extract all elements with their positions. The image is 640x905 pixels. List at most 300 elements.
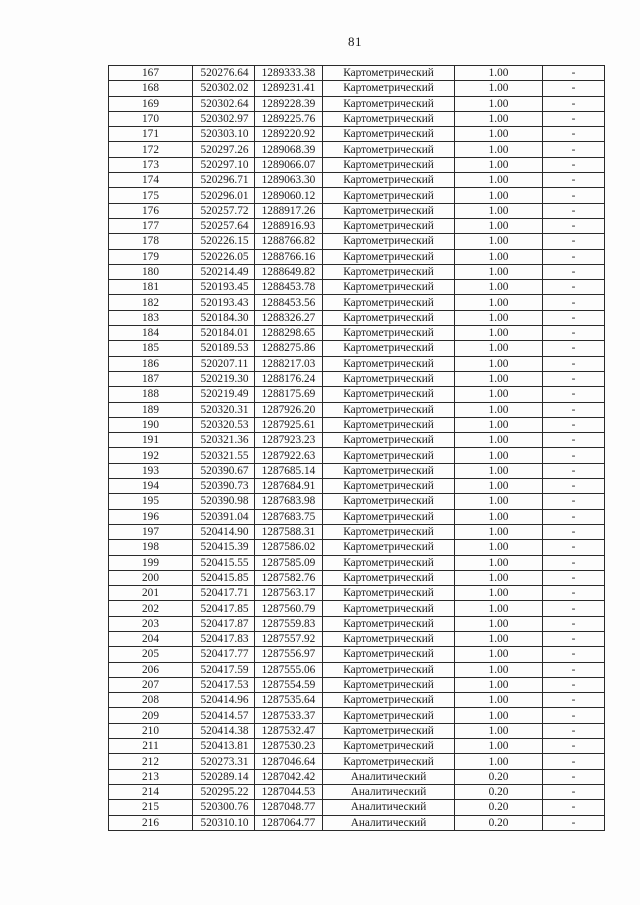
accuracy-cell: 1.00 (455, 616, 543, 631)
point-number-cell: 215 (109, 800, 193, 815)
note-cell: - (543, 310, 605, 325)
note-cell: - (543, 708, 605, 723)
method-cell: Картометрический (323, 631, 455, 646)
y-coordinate-cell: 1289231.41 (255, 81, 323, 96)
accuracy-cell: 1.00 (455, 264, 543, 279)
accuracy-cell: 1.00 (455, 586, 543, 601)
note-cell: - (543, 157, 605, 172)
accuracy-cell: 1.00 (455, 142, 543, 157)
x-coordinate-cell: 520207.11 (193, 356, 255, 371)
y-coordinate-cell: 1287923.23 (255, 433, 323, 448)
y-coordinate-cell: 1287064.77 (255, 815, 323, 830)
x-coordinate-cell: 520302.97 (193, 111, 255, 126)
x-coordinate-cell: 520321.55 (193, 448, 255, 463)
y-coordinate-cell: 1287683.75 (255, 509, 323, 524)
table-row (109, 111, 605, 126)
table-row (109, 249, 605, 264)
x-coordinate-cell: 520226.15 (193, 234, 255, 249)
method-cell: Картометрический (323, 570, 455, 585)
note-cell: - (543, 524, 605, 539)
point-number-cell: 193 (109, 463, 193, 478)
method-cell: Картометрический (323, 402, 455, 417)
accuracy-cell: 1.00 (455, 479, 543, 494)
table-row (109, 341, 605, 356)
accuracy-cell: 1.00 (455, 662, 543, 677)
method-cell: Картометрический (323, 479, 455, 494)
y-coordinate-cell: 1287560.79 (255, 601, 323, 616)
x-coordinate-cell: 520189.53 (193, 341, 255, 356)
accuracy-cell: 1.00 (455, 234, 543, 249)
accuracy-cell: 1.00 (455, 66, 543, 81)
accuracy-cell: 1.00 (455, 356, 543, 371)
point-number-cell: 169 (109, 96, 193, 111)
method-cell: Картометрический (323, 708, 455, 723)
y-coordinate-cell: 1287582.76 (255, 570, 323, 585)
point-number-cell: 197 (109, 524, 193, 539)
x-coordinate-cell: 520289.14 (193, 769, 255, 784)
accuracy-cell: 1.00 (455, 417, 543, 432)
method-cell: Картометрический (323, 677, 455, 692)
note-cell: - (543, 616, 605, 631)
table-row (109, 433, 605, 448)
accuracy-cell: 0.20 (455, 815, 543, 830)
point-number-cell: 212 (109, 754, 193, 769)
accuracy-cell: 1.00 (455, 173, 543, 188)
point-number-cell: 175 (109, 188, 193, 203)
table-row (109, 66, 605, 81)
note-cell: - (543, 249, 605, 264)
method-cell: Картометрический (323, 203, 455, 218)
point-number-cell: 201 (109, 586, 193, 601)
table-row (109, 81, 605, 96)
method-cell: Картометрический (323, 494, 455, 509)
accuracy-cell: 1.00 (455, 448, 543, 463)
point-number-cell: 187 (109, 371, 193, 386)
method-cell: Картометрический (323, 81, 455, 96)
y-coordinate-cell: 1289220.92 (255, 127, 323, 142)
table-row (109, 509, 605, 524)
page-number: 81 (348, 34, 362, 49)
accuracy-cell: 1.00 (455, 371, 543, 386)
y-coordinate-cell: 1287557.92 (255, 631, 323, 646)
accuracy-cell: 1.00 (455, 677, 543, 692)
point-number-cell: 199 (109, 555, 193, 570)
y-coordinate-cell: 1287532.47 (255, 723, 323, 738)
x-coordinate-cell: 520321.36 (193, 433, 255, 448)
note-cell: - (543, 218, 605, 233)
accuracy-cell: 0.20 (455, 769, 543, 784)
note-cell: - (543, 739, 605, 754)
y-coordinate-cell: 1287530.23 (255, 739, 323, 754)
point-number-cell: 174 (109, 173, 193, 188)
x-coordinate-cell: 520226.05 (193, 249, 255, 264)
table-row (109, 218, 605, 233)
point-number-cell: 207 (109, 677, 193, 692)
note-cell: - (543, 723, 605, 738)
accuracy-cell: 1.00 (455, 188, 543, 203)
table-row (109, 693, 605, 708)
accuracy-cell: 1.00 (455, 81, 543, 96)
accuracy-cell: 1.00 (455, 647, 543, 662)
method-cell: Картометрический (323, 142, 455, 157)
y-coordinate-cell: 1287563.17 (255, 586, 323, 601)
y-coordinate-cell: 1287044.53 (255, 784, 323, 799)
x-coordinate-cell: 520417.59 (193, 662, 255, 677)
note-cell: - (543, 448, 605, 463)
point-number-cell: 184 (109, 326, 193, 341)
note-cell: - (543, 494, 605, 509)
y-coordinate-cell: 1287585.09 (255, 555, 323, 570)
point-number-cell: 190 (109, 417, 193, 432)
x-coordinate-cell: 520297.10 (193, 157, 255, 172)
method-cell: Картометрический (323, 417, 455, 432)
point-number-cell: 195 (109, 494, 193, 509)
accuracy-cell: 0.20 (455, 800, 543, 815)
accuracy-cell: 1.00 (455, 739, 543, 754)
table-row (109, 479, 605, 494)
point-number-cell: 211 (109, 739, 193, 754)
point-number-cell: 183 (109, 310, 193, 325)
method-cell: Картометрический (323, 234, 455, 249)
y-coordinate-cell: 1287533.37 (255, 708, 323, 723)
table-row (109, 723, 605, 738)
y-coordinate-cell: 1287685.14 (255, 463, 323, 478)
point-number-cell: 203 (109, 616, 193, 631)
accuracy-cell: 1.00 (455, 280, 543, 295)
note-cell: - (543, 417, 605, 432)
x-coordinate-cell: 520415.55 (193, 555, 255, 570)
method-cell: Картометрический (323, 111, 455, 126)
point-number-cell: 178 (109, 234, 193, 249)
method-cell: Картометрический (323, 739, 455, 754)
x-coordinate-cell: 520302.64 (193, 96, 255, 111)
note-cell: - (543, 509, 605, 524)
x-coordinate-cell: 520415.39 (193, 540, 255, 555)
y-coordinate-cell: 1288176.24 (255, 371, 323, 386)
y-coordinate-cell: 1287048.77 (255, 800, 323, 815)
accuracy-cell: 1.00 (455, 509, 543, 524)
x-coordinate-cell: 520414.57 (193, 708, 255, 723)
y-coordinate-cell: 1287554.59 (255, 677, 323, 692)
note-cell: - (543, 479, 605, 494)
y-coordinate-cell: 1287588.31 (255, 524, 323, 539)
method-cell: Картометрический (323, 310, 455, 325)
accuracy-cell: 1.00 (455, 218, 543, 233)
method-cell: Картометрический (323, 448, 455, 463)
method-cell: Картометрический (323, 601, 455, 616)
note-cell: - (543, 341, 605, 356)
accuracy-cell: 1.00 (455, 111, 543, 126)
note-cell: - (543, 234, 605, 249)
note-cell: - (543, 264, 605, 279)
table-row (109, 295, 605, 310)
table-row (109, 647, 605, 662)
point-number-cell: 181 (109, 280, 193, 295)
table-row (109, 326, 605, 341)
x-coordinate-cell: 520390.98 (193, 494, 255, 509)
note-cell: - (543, 570, 605, 585)
point-number-cell: 196 (109, 509, 193, 524)
point-number-cell: 205 (109, 647, 193, 662)
note-cell: - (543, 677, 605, 692)
y-coordinate-cell: 1288453.78 (255, 280, 323, 295)
method-cell: Картометрический (323, 616, 455, 631)
x-coordinate-cell: 520257.72 (193, 203, 255, 218)
accuracy-cell: 1.00 (455, 463, 543, 478)
note-cell: - (543, 815, 605, 830)
accuracy-cell: 1.00 (455, 693, 543, 708)
accuracy-cell: 1.00 (455, 249, 543, 264)
method-cell: Картометрический (323, 371, 455, 386)
note-cell: - (543, 402, 605, 417)
table-row (109, 769, 605, 784)
x-coordinate-cell: 520184.30 (193, 310, 255, 325)
y-coordinate-cell: 1288766.16 (255, 249, 323, 264)
method-cell: Картометрический (323, 555, 455, 570)
point-number-cell: 182 (109, 295, 193, 310)
y-coordinate-cell: 1289333.38 (255, 66, 323, 81)
x-coordinate-cell: 520296.71 (193, 173, 255, 188)
accuracy-cell: 1.00 (455, 723, 543, 738)
accuracy-cell: 1.00 (455, 341, 543, 356)
table-row (109, 387, 605, 402)
method-cell: Картометрический (323, 66, 455, 81)
x-coordinate-cell: 520417.87 (193, 616, 255, 631)
table-row (109, 601, 605, 616)
note-cell: - (543, 754, 605, 769)
point-number-cell: 206 (109, 662, 193, 677)
table-row (109, 494, 605, 509)
y-coordinate-cell: 1287922.63 (255, 448, 323, 463)
table-row (109, 662, 605, 677)
method-cell: Картометрический (323, 96, 455, 111)
method-cell: Аналитический (323, 815, 455, 830)
x-coordinate-cell: 520303.10 (193, 127, 255, 142)
table-row (109, 203, 605, 218)
table-row (109, 356, 605, 371)
note-cell: - (543, 800, 605, 815)
y-coordinate-cell: 1288298.65 (255, 326, 323, 341)
table-row (109, 708, 605, 723)
accuracy-cell: 1.00 (455, 387, 543, 402)
method-cell: Картометрический (323, 326, 455, 341)
x-coordinate-cell: 520297.26 (193, 142, 255, 157)
accuracy-cell: 1.00 (455, 708, 543, 723)
table-row (109, 371, 605, 386)
method-cell: Картометрический (323, 723, 455, 738)
note-cell: - (543, 647, 605, 662)
accuracy-cell: 1.00 (455, 524, 543, 539)
y-coordinate-cell: 1288916.93 (255, 218, 323, 233)
note-cell: - (543, 96, 605, 111)
y-coordinate-cell: 1288917.26 (255, 203, 323, 218)
y-coordinate-cell: 1288175.69 (255, 387, 323, 402)
table-row (109, 463, 605, 478)
x-coordinate-cell: 520391.04 (193, 509, 255, 524)
method-cell: Картометрический (323, 356, 455, 371)
x-coordinate-cell: 520193.43 (193, 295, 255, 310)
x-coordinate-cell: 520417.85 (193, 601, 255, 616)
point-number-cell: 172 (109, 142, 193, 157)
note-cell: - (543, 662, 605, 677)
accuracy-cell: 1.00 (455, 555, 543, 570)
note-cell: - (543, 463, 605, 478)
y-coordinate-cell: 1288453.56 (255, 295, 323, 310)
point-number-cell: 200 (109, 570, 193, 585)
x-coordinate-cell: 520320.53 (193, 417, 255, 432)
method-cell: Картометрический (323, 662, 455, 677)
table-row (109, 234, 605, 249)
y-coordinate-cell: 1289063.30 (255, 173, 323, 188)
note-cell: - (543, 784, 605, 799)
point-number-cell: 213 (109, 769, 193, 784)
point-number-cell: 185 (109, 341, 193, 356)
y-coordinate-cell: 1287559.83 (255, 616, 323, 631)
table-row (109, 402, 605, 417)
y-coordinate-cell: 1287556.97 (255, 647, 323, 662)
note-cell: - (543, 173, 605, 188)
table-row (109, 616, 605, 631)
y-coordinate-cell: 1288326.27 (255, 310, 323, 325)
accuracy-cell: 1.00 (455, 631, 543, 646)
point-number-cell: 198 (109, 540, 193, 555)
x-coordinate-cell: 520417.83 (193, 631, 255, 646)
point-number-cell: 216 (109, 815, 193, 830)
accuracy-cell: 1.00 (455, 601, 543, 616)
accuracy-cell: 1.00 (455, 310, 543, 325)
method-cell: Картометрический (323, 127, 455, 142)
point-number-cell: 192 (109, 448, 193, 463)
y-coordinate-cell: 1289228.39 (255, 96, 323, 111)
coordinates-table-body (109, 66, 605, 831)
y-coordinate-cell: 1287926.20 (255, 402, 323, 417)
accuracy-cell: 0.20 (455, 784, 543, 799)
x-coordinate-cell: 520417.77 (193, 647, 255, 662)
table-row (109, 142, 605, 157)
table-row (109, 540, 605, 555)
accuracy-cell: 1.00 (455, 157, 543, 172)
x-coordinate-cell: 520417.71 (193, 586, 255, 601)
x-coordinate-cell: 520184.01 (193, 326, 255, 341)
note-cell: - (543, 203, 605, 218)
note-cell: - (543, 433, 605, 448)
table-row (109, 157, 605, 172)
y-coordinate-cell: 1287925.61 (255, 417, 323, 432)
point-number-cell: 194 (109, 479, 193, 494)
method-cell: Картометрический (323, 509, 455, 524)
accuracy-cell: 1.00 (455, 295, 543, 310)
x-coordinate-cell: 520390.73 (193, 479, 255, 494)
x-coordinate-cell: 520219.49 (193, 387, 255, 402)
point-number-cell: 202 (109, 601, 193, 616)
note-cell: - (543, 371, 605, 386)
x-coordinate-cell: 520257.64 (193, 218, 255, 233)
y-coordinate-cell: 1287683.98 (255, 494, 323, 509)
note-cell: - (543, 66, 605, 81)
note-cell: - (543, 586, 605, 601)
table-row (109, 417, 605, 432)
y-coordinate-cell: 1287535.64 (255, 693, 323, 708)
x-coordinate-cell: 520415.85 (193, 570, 255, 585)
point-number-cell: 188 (109, 387, 193, 402)
note-cell: - (543, 295, 605, 310)
accuracy-cell: 1.00 (455, 540, 543, 555)
note-cell: - (543, 280, 605, 295)
table-row (109, 96, 605, 111)
point-number-cell: 168 (109, 81, 193, 96)
note-cell: - (543, 111, 605, 126)
point-number-cell: 170 (109, 111, 193, 126)
point-number-cell: 189 (109, 402, 193, 417)
y-coordinate-cell: 1289225.76 (255, 111, 323, 126)
table-row (109, 586, 605, 601)
method-cell: Аналитический (323, 769, 455, 784)
method-cell: Картометрический (323, 280, 455, 295)
method-cell: Картометрический (323, 647, 455, 662)
method-cell: Картометрический (323, 218, 455, 233)
accuracy-cell: 1.00 (455, 494, 543, 509)
accuracy-cell: 1.00 (455, 433, 543, 448)
note-cell: - (543, 356, 605, 371)
y-coordinate-cell: 1288275.86 (255, 341, 323, 356)
y-coordinate-cell: 1287046.64 (255, 754, 323, 769)
method-cell: Картометрический (323, 157, 455, 172)
point-number-cell: 209 (109, 708, 193, 723)
point-number-cell: 167 (109, 66, 193, 81)
method-cell: Картометрический (323, 524, 455, 539)
note-cell: - (543, 142, 605, 157)
note-cell: - (543, 555, 605, 570)
table-row (109, 280, 605, 295)
note-cell: - (543, 81, 605, 96)
table-row (109, 173, 605, 188)
table-row (109, 739, 605, 754)
x-coordinate-cell: 520273.31 (193, 754, 255, 769)
method-cell: Картометрический (323, 433, 455, 448)
method-cell: Картометрический (323, 173, 455, 188)
table-row (109, 815, 605, 830)
accuracy-cell: 1.00 (455, 96, 543, 111)
point-number-cell: 204 (109, 631, 193, 646)
accuracy-cell: 1.00 (455, 754, 543, 769)
y-coordinate-cell: 1288766.82 (255, 234, 323, 249)
x-coordinate-cell: 520390.67 (193, 463, 255, 478)
table-row (109, 448, 605, 463)
method-cell: Аналитический (323, 784, 455, 799)
x-coordinate-cell: 520296.01 (193, 188, 255, 203)
accuracy-cell: 1.00 (455, 326, 543, 341)
point-number-cell: 191 (109, 433, 193, 448)
x-coordinate-cell: 520320.31 (193, 402, 255, 417)
point-number-cell: 177 (109, 218, 193, 233)
accuracy-cell: 1.00 (455, 570, 543, 585)
method-cell: Картометрический (323, 463, 455, 478)
note-cell: - (543, 188, 605, 203)
y-coordinate-cell: 1287684.91 (255, 479, 323, 494)
accuracy-cell: 1.00 (455, 402, 543, 417)
table-row (109, 264, 605, 279)
point-number-cell: 210 (109, 723, 193, 738)
method-cell: Аналитический (323, 800, 455, 815)
x-coordinate-cell: 520276.64 (193, 66, 255, 81)
point-number-cell: 208 (109, 693, 193, 708)
y-coordinate-cell: 1287042.42 (255, 769, 323, 784)
method-cell: Картометрический (323, 249, 455, 264)
note-cell: - (543, 387, 605, 402)
table-row (109, 784, 605, 799)
point-number-cell: 186 (109, 356, 193, 371)
table-row (109, 127, 605, 142)
